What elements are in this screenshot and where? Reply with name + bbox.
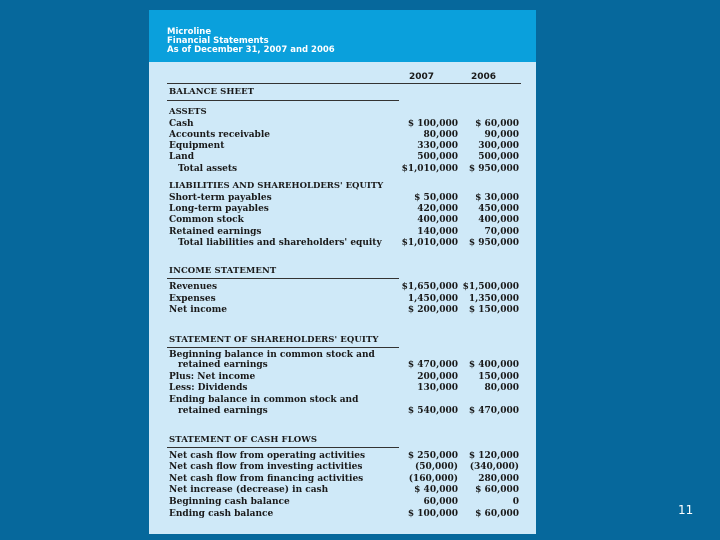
row-label: Less: Dividends — [169, 383, 248, 393]
value-2006: 280,000 — [478, 474, 519, 484]
value-2006: $ 470,000 — [468, 406, 519, 416]
value-2006: $ 60,000 — [475, 509, 519, 519]
equity-statement-title: STATEMENT OF SHAREHOLDERS' EQUITY — [169, 335, 379, 345]
table-row — [149, 282, 536, 293]
table-row — [149, 130, 536, 141]
table-row — [149, 193, 536, 204]
assets-title: ASSETS — [169, 107, 207, 117]
value-2006: 70,000 — [484, 227, 519, 237]
total-assets-row — [149, 164, 536, 175]
value-2006: $ 400,000 — [468, 360, 519, 370]
row-label: retained earnings — [178, 360, 268, 370]
row-label: Revenues — [169, 282, 218, 292]
value-2007: $1,010,000 — [401, 238, 458, 248]
value-2007: 400,000 — [417, 215, 458, 225]
value-2006: 90,000 — [484, 130, 519, 140]
value-2006: (340,000) — [469, 462, 519, 472]
row-label: Total liabilities and shareholders' equity — [178, 238, 382, 248]
value-2007: $ 50,000 — [414, 193, 458, 203]
value-2007: $ 100,000 — [407, 119, 458, 129]
section-rule — [167, 278, 399, 279]
value-2007: 80,000 — [423, 130, 458, 140]
value-2007: $ 40,000 — [414, 485, 458, 495]
table-row — [149, 227, 536, 238]
row-label: Land — [169, 152, 194, 162]
row-label: Expenses — [169, 294, 216, 304]
column-header-2007: 2007 — [409, 72, 435, 82]
row-label: Short-term payables — [169, 193, 272, 203]
value-2006: 150,000 — [478, 372, 519, 382]
row-label: Net income — [169, 305, 227, 315]
table-row — [149, 152, 536, 163]
table-row — [149, 474, 536, 485]
table-row — [149, 294, 536, 305]
value-2006: 0 — [512, 497, 519, 507]
value-2006: 300,000 — [478, 141, 519, 151]
row-label: Accounts receivable — [169, 130, 270, 140]
value-2007: $ 250,000 — [407, 451, 458, 461]
value-2006: $ 60,000 — [475, 485, 519, 495]
value-2007: 130,000 — [417, 383, 458, 393]
row-label: Equipment — [169, 141, 225, 151]
value-2007: 140,000 — [417, 227, 458, 237]
row-label: Ending cash balance — [169, 509, 274, 519]
value-2006: $ 30,000 — [475, 193, 519, 203]
table-row — [149, 141, 536, 152]
value-2007: $ 100,000 — [407, 509, 458, 519]
table-row — [149, 451, 536, 462]
value-2007: $ 470,000 — [407, 360, 458, 370]
row-label: Net cash flow from financing activities — [169, 474, 364, 484]
total-liabilities-row — [149, 238, 536, 249]
row-label: retained earnings — [178, 406, 268, 416]
value-2006: $ 60,000 — [475, 119, 519, 129]
value-2007: $ 540,000 — [407, 406, 458, 416]
liabilities-title: LIABILITIES AND SHAREHOLDERS' EQUITY — [169, 181, 384, 191]
row-label: Net cash flow from operating activities — [169, 451, 366, 461]
section-rule — [167, 100, 399, 101]
row-label: Net cash flow from investing activities — [169, 462, 363, 472]
table-row — [149, 462, 536, 473]
income-statement-title: INCOME STATEMENT — [169, 266, 277, 276]
value-2007: (50,000) — [415, 462, 458, 472]
row-label: Total assets — [178, 164, 238, 174]
table-row — [149, 305, 536, 316]
value-2006: 400,000 — [478, 215, 519, 225]
row-label: Long-term payables — [169, 204, 269, 214]
value-2007: $1,650,000 — [401, 282, 458, 292]
table-row — [149, 485, 536, 496]
header-rule — [167, 83, 521, 84]
row-label: Plus: Net income — [169, 372, 256, 382]
table-row — [149, 395, 536, 406]
row-label: Beginning cash balance — [169, 497, 290, 507]
table-row — [149, 204, 536, 215]
table-row — [149, 372, 536, 383]
value-2007: 330,000 — [417, 141, 458, 151]
table-row — [149, 497, 536, 508]
row-label: Beginning balance in common stock and — [169, 350, 375, 360]
column-header-2006: 2006 — [471, 72, 497, 82]
value-2006: $ 950,000 — [468, 164, 519, 174]
section-rule — [167, 447, 399, 448]
table-row — [149, 360, 536, 371]
row-label: Common stock — [169, 215, 244, 225]
section-rule — [167, 347, 399, 348]
value-2007: (160,000) — [408, 474, 458, 484]
statement-period: As of December 31, 2007 and 2006 — [167, 45, 335, 55]
financial-statements-document — [149, 10, 536, 534]
row-label: Cash — [169, 119, 194, 129]
table-row — [149, 406, 536, 417]
row-label: Retained earnings — [169, 227, 262, 237]
value-2007: $ 200,000 — [407, 305, 458, 315]
table-row — [149, 215, 536, 226]
slide-page-number: 11 — [678, 503, 694, 517]
balance-sheet-title: BALANCE SHEET — [169, 87, 255, 97]
document-title: Financial Statements — [167, 36, 269, 46]
table-row — [149, 119, 536, 130]
cash-flows-title: STATEMENT OF CASH FLOWS — [169, 435, 318, 445]
row-label: Ending balance in common stock and — [169, 395, 359, 405]
value-2006: 500,000 — [478, 152, 519, 162]
value-2006: $ 120,000 — [468, 451, 519, 461]
value-2007: 1,450,000 — [407, 294, 458, 304]
row-label: Net increase (decrease) in cash — [169, 485, 329, 495]
document-header — [149, 10, 536, 62]
value-2007: $1,010,000 — [401, 164, 458, 174]
value-2006: 1,350,000 — [468, 294, 519, 304]
value-2006: $1,500,000 — [462, 282, 519, 292]
value-2007: 200,000 — [417, 372, 458, 382]
value-2006: 80,000 — [484, 383, 519, 393]
value-2007: 60,000 — [423, 497, 458, 507]
value-2007: 420,000 — [417, 204, 458, 214]
value-2006: $ 150,000 — [468, 305, 519, 315]
value-2007: 500,000 — [417, 152, 458, 162]
value-2006: $ 950,000 — [468, 238, 519, 248]
table-row — [149, 509, 536, 520]
table-row — [149, 383, 536, 394]
company-name: Microline — [167, 27, 212, 37]
value-2006: 450,000 — [478, 204, 519, 214]
